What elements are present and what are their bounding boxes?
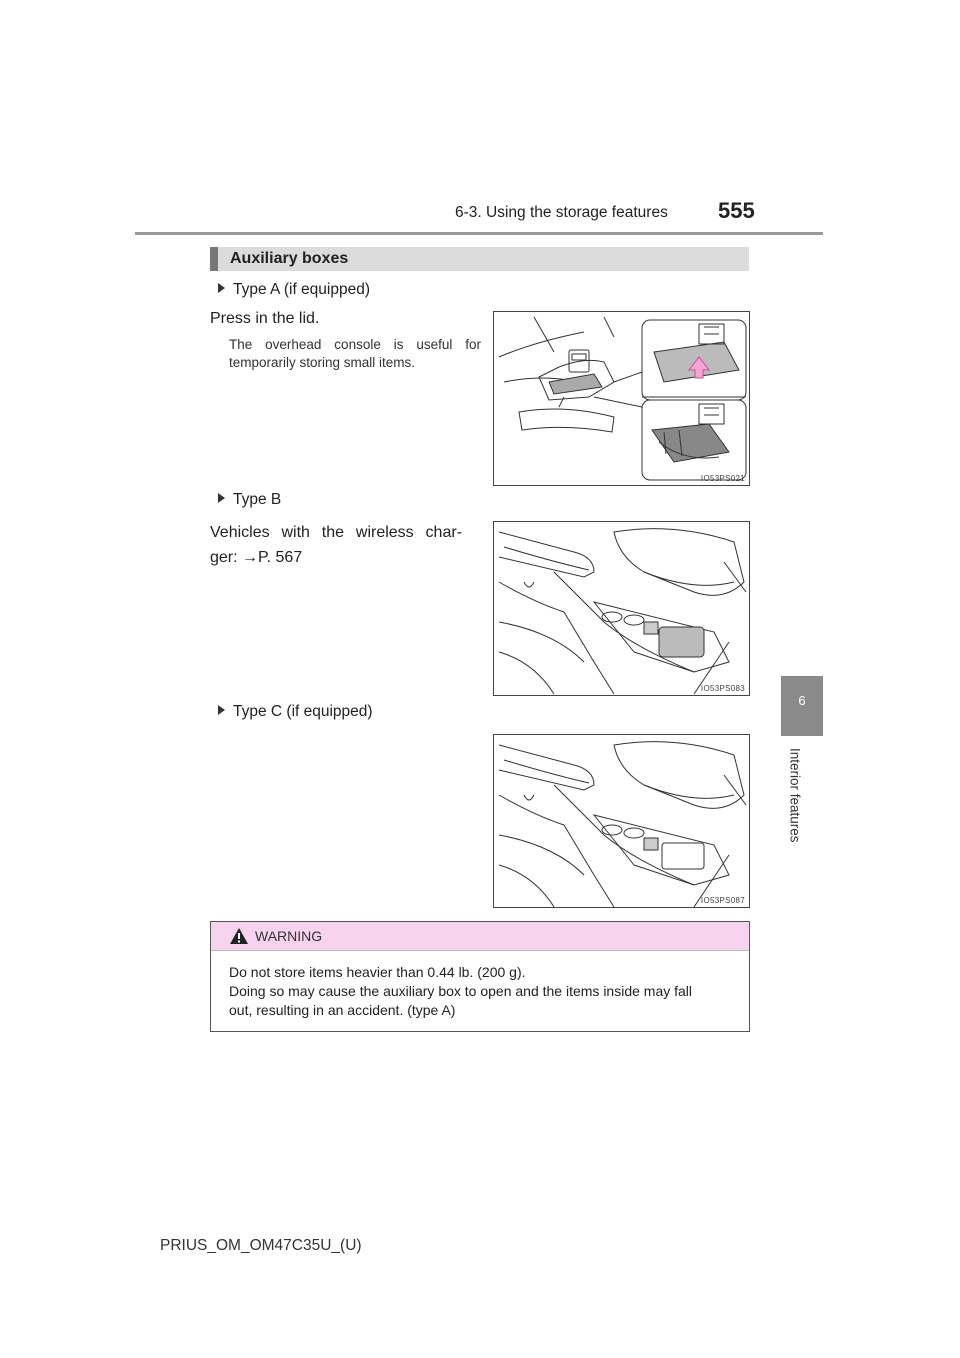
center-console-b-illustration (494, 522, 750, 696)
type-a-note-line2: temporarily storing small items. (229, 355, 416, 370)
overhead-console-illustration (494, 312, 750, 486)
triangle-bullet-icon (218, 283, 225, 293)
header-rule (135, 232, 823, 235)
running-header-title: 6-3. Using the storage features (455, 204, 668, 221)
type-a-instruction: Press in the lid. (210, 310, 320, 327)
warning-line1: Do not store items heavier than 0.44 lb. (200 g). (229, 964, 526, 980)
type-c-bullet (218, 703, 373, 721)
footer-doc-code: PRIUS_OM_OM47C35U_(U) (160, 1237, 362, 1254)
warning-body (229, 963, 734, 1020)
figure-center-console-b (493, 521, 750, 696)
type-c-label: Type C (if equipped) (233, 703, 373, 720)
type-b-label: Type B (233, 491, 282, 508)
figure-c-id: IO53PS087 (700, 896, 745, 905)
figure-overhead-console (493, 311, 750, 486)
warning-title: WARNING (255, 928, 323, 944)
type-a-bullet (218, 281, 370, 299)
page-number: 555 (718, 198, 755, 223)
center-console-c-illustration (494, 735, 750, 908)
chapter-label: Interior features (787, 747, 803, 843)
chapter-number: 6 (798, 693, 806, 708)
section-heading-bar (210, 247, 749, 271)
section-heading: Auxiliary boxes (230, 250, 349, 267)
type-b-text-line1: Vehicles with the wireless char- (210, 524, 462, 541)
type-a-label: Type A (if equipped) (233, 281, 371, 298)
figure-b-id: IO53PS083 (700, 684, 745, 693)
type-b-bullet (218, 491, 281, 509)
warning-header (211, 922, 749, 951)
warning-line2: Doing so may cause the auxiliary box to open and the items inside may fall (229, 983, 693, 999)
type-a-note-line1: The overhead console is useful for (229, 337, 481, 352)
warning-triangle-icon (229, 927, 249, 945)
triangle-bullet-icon (218, 705, 225, 715)
type-b-text-line2: ger: →P. 567 (210, 549, 303, 566)
warning-line3: out, resulting in an accident. (type A) (229, 1002, 456, 1018)
triangle-bullet-icon (218, 493, 225, 503)
figure-center-console-c (493, 734, 750, 908)
type-b-text (210, 520, 462, 570)
type-a-note (229, 336, 481, 372)
warning-box (210, 921, 750, 1032)
figure-a-id: IO53PS021 (700, 474, 745, 483)
